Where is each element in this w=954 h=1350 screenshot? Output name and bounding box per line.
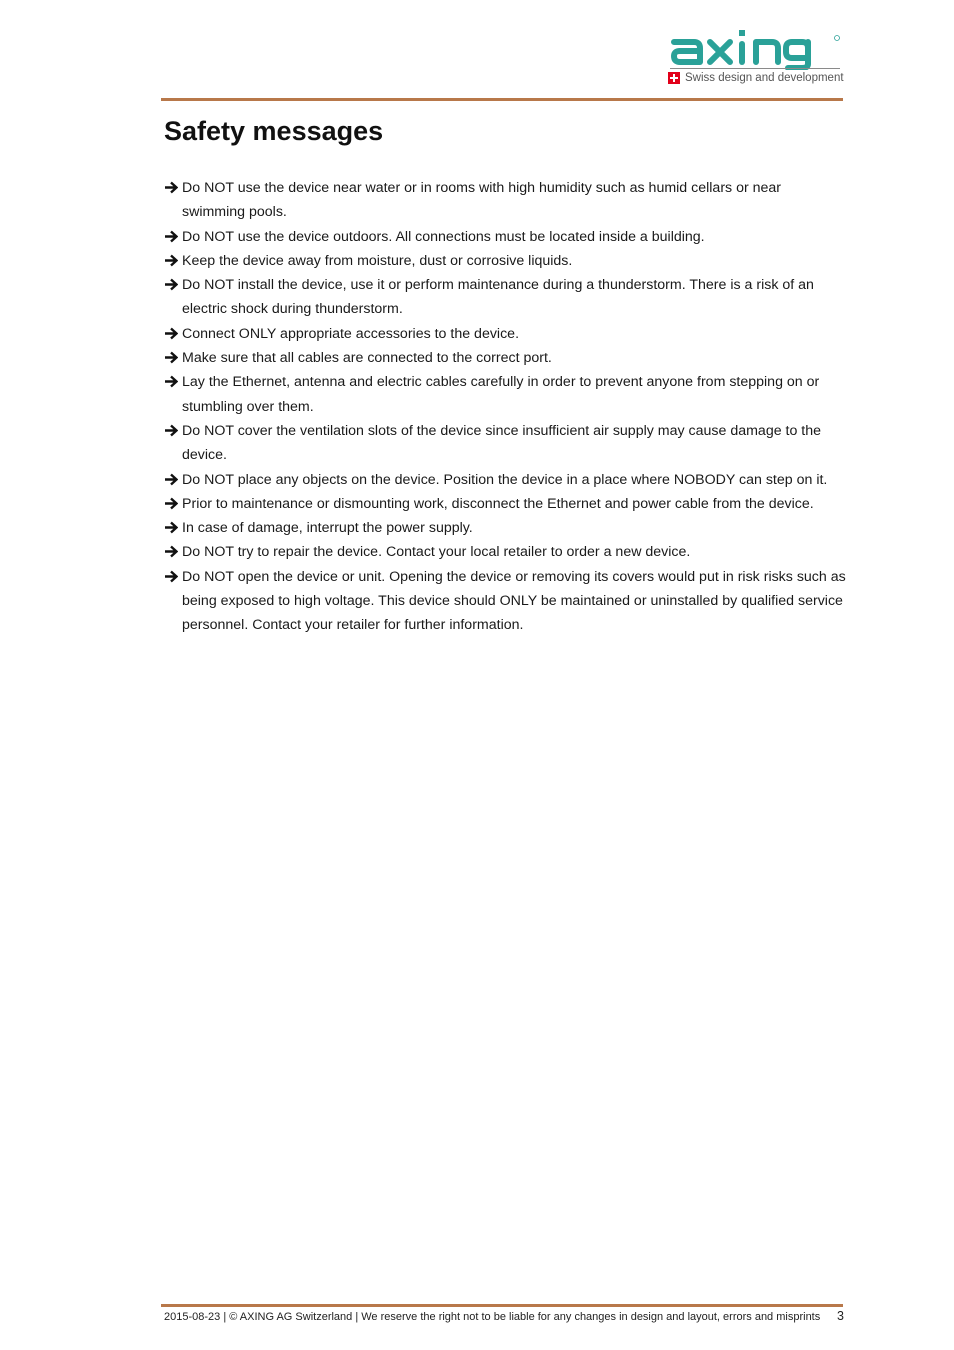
list-item (164, 492, 846, 516)
arrow-right-icon (164, 225, 180, 249)
arrow-right-icon (164, 540, 180, 564)
logo-tagline: Swiss design and development (685, 72, 844, 84)
list-item (164, 565, 846, 638)
list-item (164, 419, 846, 468)
swiss-flag-icon (668, 72, 680, 84)
arrow-right-icon (164, 468, 180, 492)
safety-message-list (164, 176, 846, 638)
list-item (164, 468, 846, 492)
message-text: Lay the Ethernet, antenna and electric cables carefully in order to prevent anyone from stepping on or stumbling over them. (182, 374, 820, 415)
list-item (164, 370, 846, 419)
arrow-right-icon (164, 565, 180, 589)
list-item (164, 346, 846, 370)
message-text: Do NOT use the device outdoors. All connections must be located inside a building. (182, 228, 705, 245)
message-text: Make sure that all cables are connected to the correct port. (182, 350, 552, 367)
header-rule (161, 98, 843, 101)
message-text: Do NOT open the device or unit. Opening the device or removing its covers would put in risk risks such as being exposed to high voltage. This device should ONLY be maintained or uninstalled by qualified service personnel. Contact your retailer for further information. (182, 568, 846, 634)
footer-text: 2015-08-23 | © AXING AG Switzerland | We reserve the right not to be liable for any changes in design and layout, errors and misprints (164, 1311, 821, 1323)
arrow-right-icon (164, 419, 180, 443)
message-text: Prior to maintenance or dismounting work, disconnect the Ethernet and power cable from the device. (182, 495, 814, 512)
logo-tagline-row (668, 72, 844, 84)
arrow-right-icon (164, 346, 180, 370)
message-text: Connect ONLY appropriate accessories to the device. (182, 325, 520, 342)
arrow-right-icon (164, 516, 180, 540)
list-item (164, 516, 846, 540)
axing-logo (664, 24, 844, 90)
message-text: Do NOT cover the ventilation slots of the device since insufficient air supply may cause damage to the device. (182, 422, 822, 464)
page-title: Safety messages (164, 116, 384, 146)
list-item (164, 176, 846, 225)
footer-rule (161, 1304, 843, 1307)
message-text: Do NOT use the device near water or in rooms with high humidity such as humid cellars or near swimming pools. (182, 180, 782, 221)
message-text: Do NOT install the device, use it or perform maintenance during a thunderstorm. There is a risk of an electric shock during thunderstorm. (182, 277, 814, 318)
page-number: 3 (837, 1309, 844, 1323)
arrow-right-icon (164, 176, 180, 200)
list-item (164, 225, 846, 249)
arrow-right-icon (164, 249, 180, 273)
message-text: Do NOT try to repair the device. Contact your local retailer to order a new device. (182, 544, 691, 561)
message-text: Do NOT place any objects on the device. Position the device in a place where NOBODY can step on it. (182, 471, 828, 488)
arrow-right-icon (164, 273, 180, 297)
arrow-right-icon (164, 492, 180, 516)
logo-rule (670, 68, 840, 69)
arrow-right-icon (164, 322, 180, 346)
axing-logo-mark (664, 24, 844, 70)
arrow-right-icon (164, 370, 180, 394)
list-item (164, 249, 846, 273)
list-item (164, 540, 846, 564)
message-text: Keep the device away from moisture, dust or corrosive liquids. (182, 252, 573, 269)
message-text: In case of damage, interrupt the power supply. (182, 520, 473, 537)
list-item (164, 322, 846, 346)
list-item (164, 273, 846, 322)
